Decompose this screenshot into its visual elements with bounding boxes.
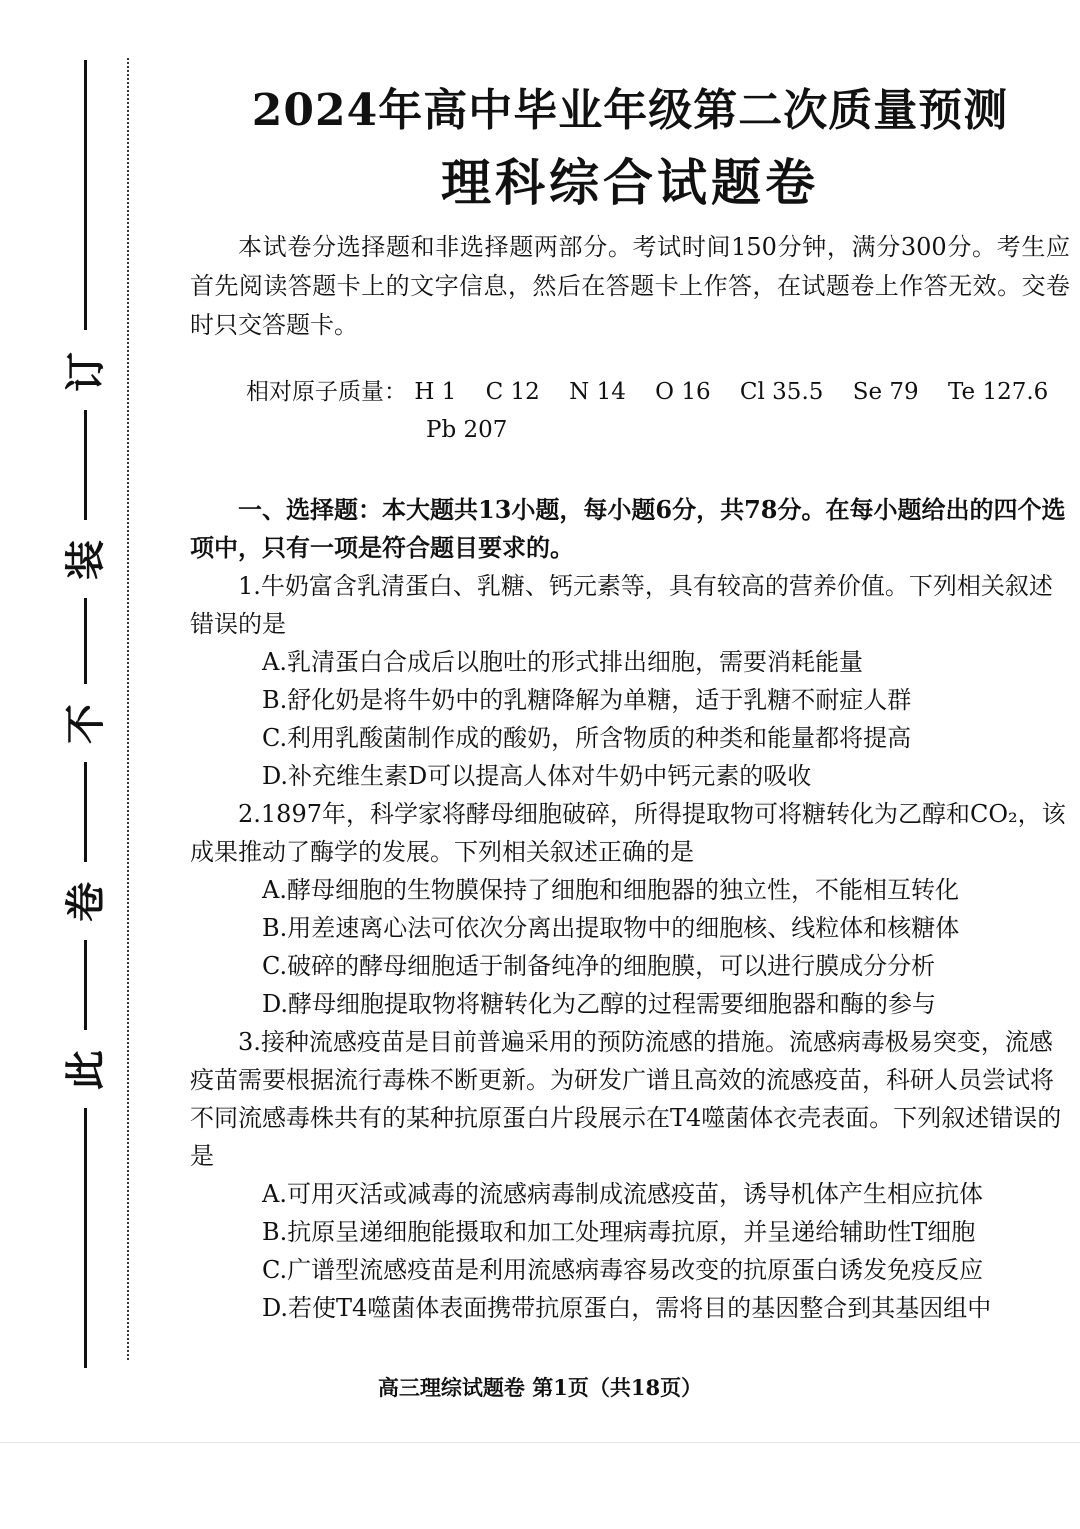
binding-dotted-rule [127, 58, 129, 1360]
option-b: B.抗原呈递细胞能摄取和加工处理病毒抗原，并呈递给辅助性T细胞 [262, 1218, 976, 1246]
option-b: B.舒化奶是将牛奶中的乳糖降解为单糖，适于乳糖不耐症人群 [262, 686, 912, 714]
binding-char-juan: 卷 [62, 882, 109, 922]
question-stem: 1.牛奶富含乳清蛋白、乳糖、钙元素等，具有较高的营养价值。下列相关叙述错误的是 [190, 572, 1053, 638]
binding-line-segment [84, 762, 87, 862]
exam-subtitle: 理科综合试题卷 [441, 153, 819, 212]
binding-line-segment [84, 598, 87, 684]
atomic-mass-label: 相对原子质量： [246, 379, 407, 405]
atomic-mass-item: Se 79 [852, 379, 919, 405]
question-stem: 2.1897年，科学家将酵母细胞破碎，所得提取物可将糖转化为乙醇和CO₂，该成果推动了酶学的发展。下列相关叙述正确的是 [190, 800, 1066, 866]
exam-page-content [190, 70, 1070, 1327]
atomic-mass-row [246, 373, 1070, 411]
binding-margin [60, 60, 120, 1370]
question-1 [190, 567, 1070, 795]
option-a: A.乳清蛋白合成后以胞吐的形式排出细胞，需要消耗能量 [262, 648, 863, 676]
atomic-mass-item: H 1 [414, 379, 457, 405]
option-d: D.若使T4噬菌体表面携带抗原蛋白，需将目的基因整合到其基因组中 [262, 1294, 992, 1322]
option-c: C.利用乳酸菌制作成的酸奶，所含物质的种类和能量都将提高 [262, 724, 912, 752]
option-c: C.破碎的酵母细胞适于制备纯净的细胞膜，可以进行膜成分分析 [262, 952, 936, 980]
option-c: C.广谱型流感疫苗是利用流感病毒容易改变的抗原蛋白诱发免疫反应 [262, 1256, 984, 1284]
atomic-mass-item: N 14 [569, 379, 626, 405]
binding-char-ding: 订 [62, 352, 109, 392]
option-b: B.用差速离心法可依次分离出提取物中的细胞核、线粒体和核糖体 [262, 914, 960, 942]
question-stem: 3.接种流感疫苗是目前普遍采用的预防流感的措施。流感病毒极易突变，流感疫苗需要根据流行毒株不断更新。为研发广谱且高效的流感疫苗，科研人员尝试将不同流感毒株共有的某种抗原蛋白片段展示在T4噬菌体衣壳表面。下列叙述错误的是 [190, 1028, 1062, 1170]
atomic-mass-item: Cl 35.5 [739, 379, 824, 405]
binding-line-segment [84, 940, 87, 1030]
section-heading: 一、选择题：本大题共13小题，每小题6分，共78分。在每小题给出的四个选项中，只有一项是符合题目要求的。 [190, 495, 1066, 562]
option-d: D.酵母细胞提取物将糖转化为乙醇的过程需要细胞器和酶的参与 [262, 990, 937, 1018]
option-d: D.补充维生素D可以提高人体对牛奶中钙元素的吸收 [262, 762, 812, 790]
binding-char-zhuang: 装 [62, 540, 109, 580]
atomic-mass-item: C 12 [485, 379, 540, 405]
binding-char-ci: 此 [62, 1050, 109, 1090]
question-3 [190, 1023, 1070, 1327]
exam-instructions: 本试卷分选择题和非选择题两部分。考试时间150分钟，满分300分。考生应首先阅读答题卡上的文字信息，然后在答题卡上作答，在试题卷上作答无效。交卷时只交答题卡。 [190, 233, 1070, 339]
atomic-mass-item: Pb 207 [426, 417, 508, 443]
atomic-mass-item: O 16 [655, 379, 711, 405]
option-a: A.可用灭活或减毒的流感病毒制成流感疫苗，诱导机体产生相应抗体 [262, 1180, 983, 1208]
page-footer: 高三理综试题卷 第1页（共18页） [377, 1375, 703, 1400]
binding-line-segment [84, 60, 87, 330]
atomic-mass-item: Te 127.6 [947, 379, 1049, 405]
binding-line-segment [84, 1108, 87, 1368]
atomic-mass-table [190, 373, 1070, 449]
atomic-mass-row [246, 411, 1070, 449]
page-bottom-blank-area [0, 1442, 1080, 1529]
binding-line-segment [84, 410, 87, 520]
option-a: A.酵母细胞的生物膜保持了细胞和细胞器的独立性，不能相互转化 [262, 876, 959, 904]
binding-char-bu: 不 [62, 704, 109, 744]
question-2 [190, 795, 1070, 1023]
exam-title: 2024年高中毕业年级第二次质量预测 [251, 85, 1009, 136]
